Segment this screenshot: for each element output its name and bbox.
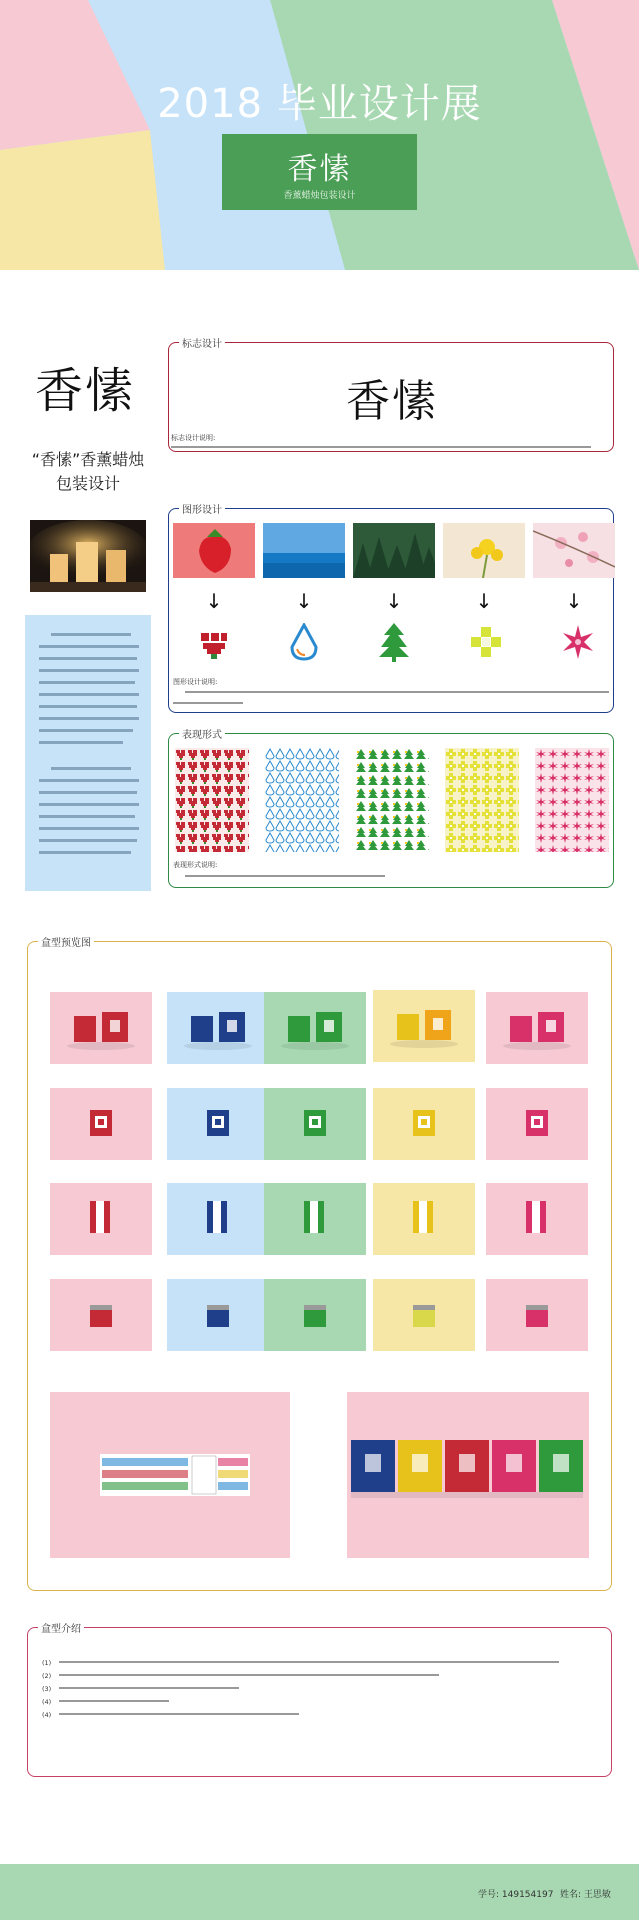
box-intro-line: (1) [42, 1658, 592, 1668]
strawberry-pixel-icon [197, 627, 231, 661]
pattern-style-label: 表现形式 [179, 726, 225, 741]
pattern-style-section [168, 730, 614, 888]
blossom-photo [533, 523, 615, 578]
down-arrow-icon: ↓ [565, 589, 583, 613]
down-arrow-icon: ↓ [205, 589, 223, 613]
preview-cell [373, 1183, 475, 1255]
header-banner [0, 0, 639, 270]
header-logo-box [222, 134, 417, 210]
graphic-design-section [168, 505, 614, 713]
blue-pattern-tile [265, 748, 339, 852]
box-preview-label: 盒型预览图 [38, 934, 94, 949]
header-logo-subtitle: 香薰蜡烛包装设计 [283, 191, 356, 201]
pink-pattern-tile [535, 748, 609, 852]
product-name-line2: 包装设计 [55, 474, 120, 493]
logo-design-section [168, 339, 614, 452]
student-name: 姓名: 王思敏 [560, 1890, 611, 1900]
pattern-style-note-label: 表现形式说明: [173, 861, 218, 869]
preview-cell [264, 1088, 366, 1160]
box-preview-section [27, 938, 612, 1591]
green-pattern-tile [355, 748, 429, 852]
box-intro-line: (4) [42, 1697, 592, 1707]
preview-cell [167, 1183, 269, 1255]
preview-cell [50, 992, 152, 1064]
preview-cell [264, 1279, 366, 1351]
candle-photo [30, 520, 146, 592]
logo-design-label: 标志设计 [179, 335, 225, 350]
preview-cell [486, 1183, 588, 1255]
red-pattern-tile [175, 748, 249, 852]
footer-bar [0, 1864, 639, 1920]
box-intro-label: 盒型介绍 [38, 1620, 84, 1635]
preview-cell [50, 1183, 152, 1255]
graphic-design-label: 图形设计 [179, 501, 225, 516]
preview-cell [167, 1279, 269, 1351]
flower-photo [443, 523, 525, 578]
box-intro-section [27, 1624, 612, 1777]
box-set-preview [347, 1392, 589, 1558]
preview-cell [167, 1088, 269, 1160]
flower-icon [469, 625, 503, 659]
strawberry-photo [173, 523, 255, 578]
blossom-icon [559, 623, 597, 661]
graphic-design-note-label: 图形设计说明: [173, 678, 218, 686]
preview-cell [50, 1088, 152, 1160]
preview-cell [373, 990, 475, 1062]
product-name-line1: “香愫”香薰蜡烛 [31, 450, 145, 469]
box-intro-line: (3) [42, 1684, 592, 1694]
long-box-preview [50, 1392, 290, 1558]
box-intro-line: (2) [42, 1671, 592, 1681]
preview-cell [264, 1183, 366, 1255]
preview-cell [50, 1279, 152, 1351]
down-arrow-icon: ↓ [385, 589, 403, 613]
water-drop-icon [289, 623, 319, 663]
preview-cell [264, 992, 366, 1064]
logo-design-note-label: 标志设计说明: [171, 434, 216, 442]
preview-cell [167, 992, 269, 1064]
box-intro-line: (4) [42, 1710, 592, 1720]
student-id: 学号: 149154197 [478, 1890, 554, 1900]
preview-cell [486, 1279, 588, 1351]
header-logo-mark: 香愫 [287, 152, 352, 187]
page-title: 2018 毕业设计展 [157, 81, 482, 127]
pine-tree-icon [377, 621, 411, 663]
brand-logo: 香愫 [34, 363, 135, 419]
yellow-pattern-tile [445, 748, 519, 852]
down-arrow-icon: ↓ [475, 589, 493, 613]
preview-cell [373, 1279, 475, 1351]
down-arrow-icon: ↓ [295, 589, 313, 613]
product-name [18, 448, 158, 496]
logo-design-mark: 香愫 [346, 376, 438, 427]
preview-cell [486, 1088, 588, 1160]
preview-cell [486, 992, 588, 1064]
intro-text-panel [25, 615, 151, 891]
forest-photo [353, 523, 435, 578]
preview-cell [373, 1088, 475, 1160]
sea-photo [263, 523, 345, 578]
